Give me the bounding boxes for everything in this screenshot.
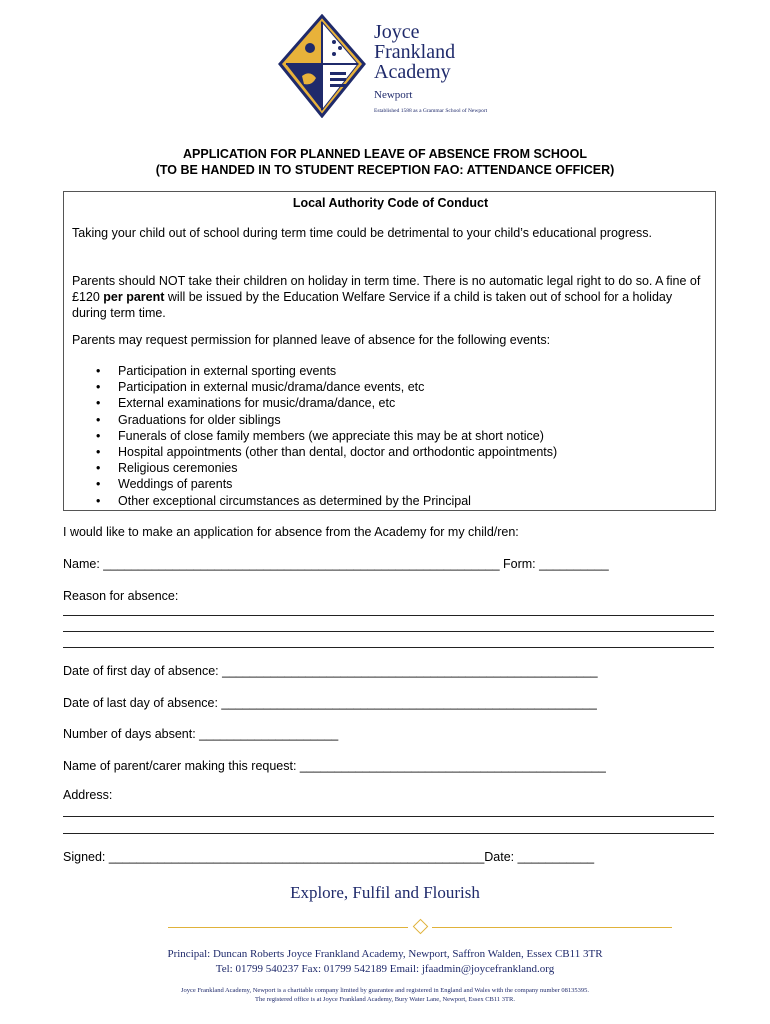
per-parent-emphasis: per parent xyxy=(103,290,165,304)
list-item: • Other exceptional circumstances as determined by the Principal xyxy=(96,493,557,509)
last-day-field[interactable]: Date of last day of absence: ______________________________________________________ xyxy=(63,696,597,710)
reason-field-line-2[interactable] xyxy=(63,631,714,632)
academy-motto: Explore, Fulfil and Flourish xyxy=(290,883,480,902)
school-location: Newport xyxy=(374,89,413,101)
school-name xyxy=(374,22,455,82)
list-item: • Participation in external sporting events xyxy=(96,363,557,379)
list-item: • Weddings of parents xyxy=(96,476,557,492)
established-text: Established 1588 as a Grammar School of Newport xyxy=(374,108,488,114)
school-name-line-1: Joyce xyxy=(374,21,420,43)
address-field-line-2[interactable] xyxy=(63,833,714,834)
parent-name-field[interactable]: Name of parent/carer making this request: ____________________________________________ xyxy=(63,759,606,773)
academy-crest-logo xyxy=(278,14,366,118)
document-subtitle: (TO BE HANDED IN TO STUDENT RECEPTION FAO: ATTENDANCE OFFICER) xyxy=(155,163,615,177)
footer-divider-right xyxy=(432,927,672,928)
list-item: • Hospital appointments (other than dental, doctor and orthodontic appointments) xyxy=(96,444,557,460)
document-title: APPLICATION FOR PLANNED LEAVE OF ABSENCE FROM SCHOOL xyxy=(183,147,587,161)
address-label: Address: xyxy=(63,788,113,802)
code-of-conduct-box xyxy=(63,191,716,511)
list-item: • Religious ceremonies xyxy=(96,460,557,476)
principal-address-line: Principal: Duncan Roberts Joyce Frankland Academy, Newport, Saffron Walden, Essex CB11 3TR xyxy=(167,948,603,960)
reason-field-line-3[interactable] xyxy=(63,647,714,648)
signature-date-field[interactable]: Signed: ______________________________________________________Date: ___________ xyxy=(63,850,595,864)
legal-notice-2: The registered office is at Joyce Frankland Academy, Bury Water Lane, Newport, Essex CB11 3TR. xyxy=(255,996,515,1003)
reason-label: Reason for absence: xyxy=(63,589,179,603)
name-form-field[interactable]: Name: _________________________________________________________ Form: __________ xyxy=(63,557,609,571)
list-item: • Graduations for older siblings xyxy=(96,412,557,428)
application-intro: I would like to make an application for absence from the Academy for my child/ren: xyxy=(63,525,519,539)
conduct-paragraph-2-end: will be issued by the Education Welfare Service if a child is taken out of school for a holiday during term time. xyxy=(72,290,673,320)
days-absent-field[interactable]: Number of days absent: ____________________ xyxy=(63,727,339,741)
conduct-paragraph-2 xyxy=(72,273,708,321)
diamond-ornament-icon xyxy=(413,919,429,935)
footer-divider-left xyxy=(168,927,408,928)
list-item: • Funerals of close family members (we appreciate this may be at short notice) xyxy=(96,428,557,444)
list-item: • Participation in external music/drama/dance events, etc xyxy=(96,379,557,395)
school-name-line-3: Academy xyxy=(374,61,451,83)
legal-notice-1: Joyce Frankland Academy, Newport is a charitable company limited by guarantee and registered in England and Wales with the company number 08135395. xyxy=(180,987,590,994)
conduct-paragraph-2-start: Parents should NOT take their children on holiday in term time. There is no automatic legal right to do so. A fine of £120 xyxy=(72,274,701,304)
contact-line: Tel: 01799 540237 Fax: 01799 542189 Email: jfaadmin@joycefrankland.org xyxy=(215,963,555,975)
permitted-events-list xyxy=(96,363,557,509)
school-name-line-2: Frankland xyxy=(374,41,456,63)
conduct-paragraph-1: Taking your child out of school during term time could be detrimental to your child’s educational progress. xyxy=(72,226,652,240)
conduct-paragraph-3: Parents may request permission for planned leave of absence for the following events: xyxy=(72,333,551,347)
reason-field-line-1[interactable] xyxy=(63,615,714,616)
code-of-conduct-heading: Local Authority Code of Conduct xyxy=(292,196,489,210)
list-item: • External examinations for music/drama/dance, etc xyxy=(96,395,557,411)
first-day-field[interactable]: Date of first day of absence: ______________________________________________________ xyxy=(63,664,598,678)
address-field-line-1[interactable] xyxy=(63,816,714,817)
